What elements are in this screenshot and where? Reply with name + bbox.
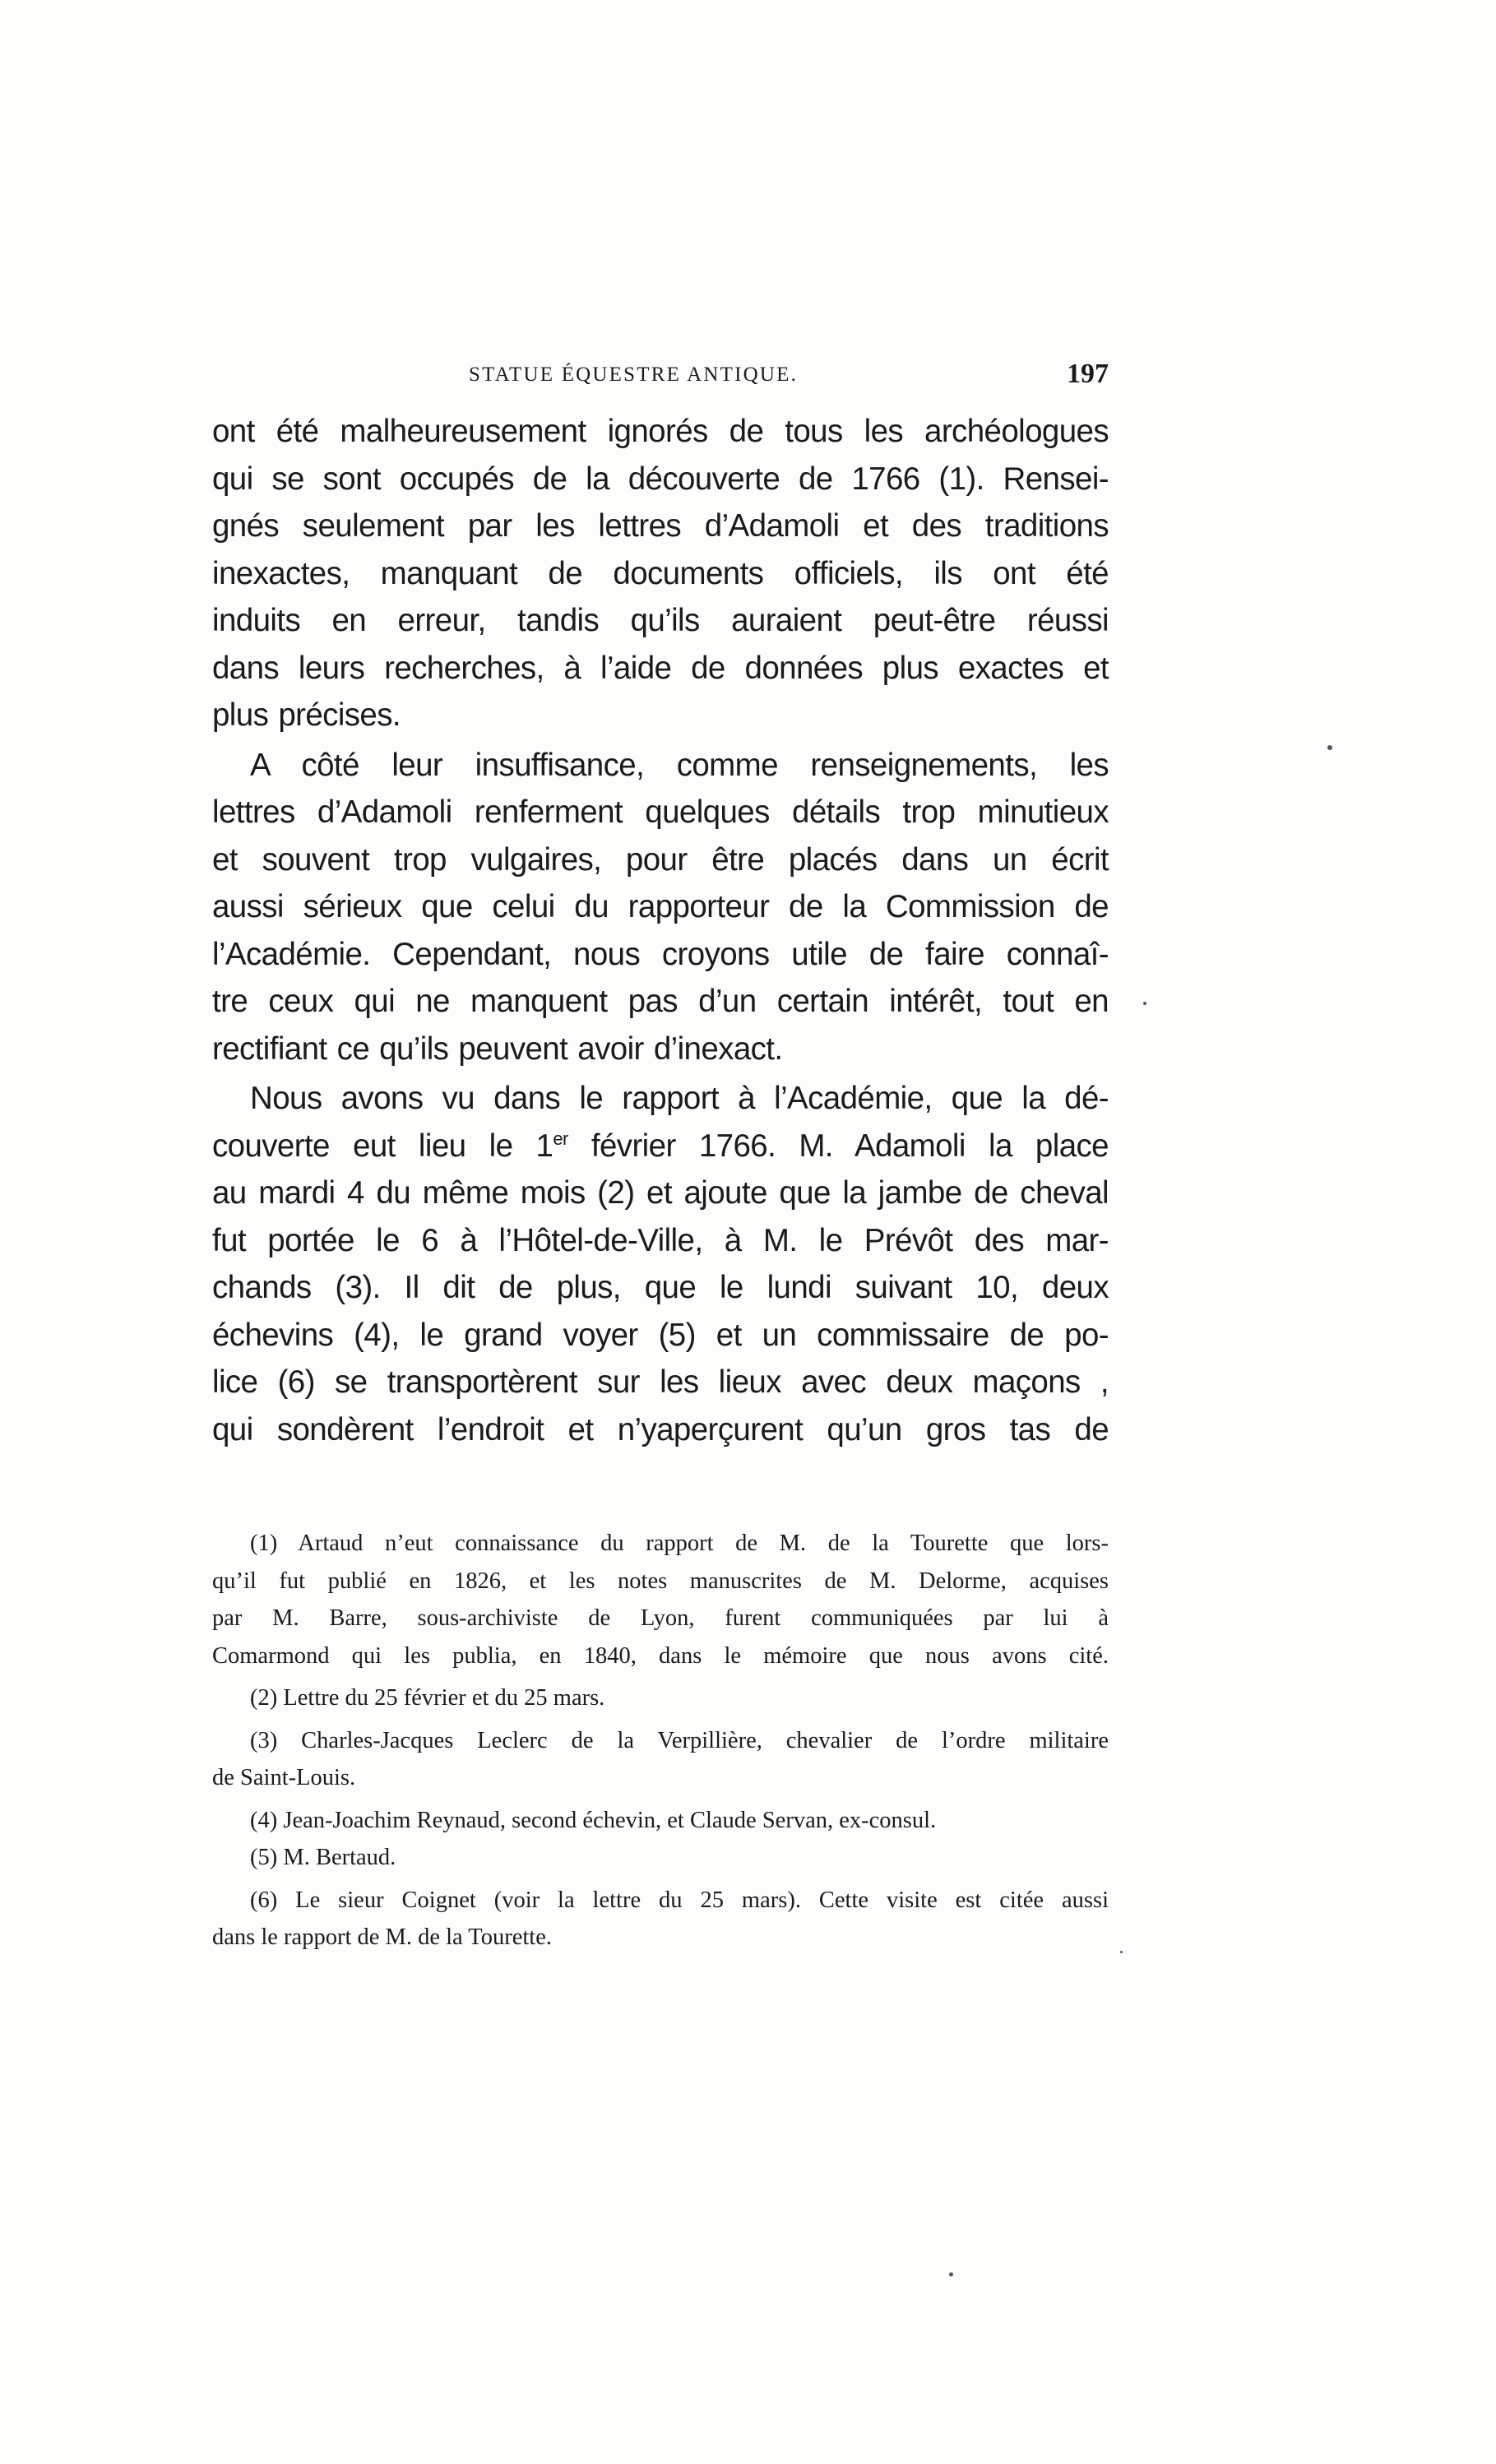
footnote-line: Comarmond qui les publia, en 1840, dans le mémoire que nous avons cité. [212, 1642, 1109, 1669]
body-line: rectifiant ce qu’ils peuvent avoir d’inexact. [212, 1031, 783, 1067]
body-line: lettres d’Adamoli renferment quelques détails trop minutieux [212, 794, 1109, 830]
running-head: STATUE ÉQUESTRE ANTIQUE. [469, 364, 799, 386]
scan-speck [1120, 1951, 1123, 1953]
body-line: au mardi 4 du même mois (2) et ajoute que la jambe de cheval [212, 1175, 1109, 1211]
body-line: ont été malheureusement ignorés de tous les archéologues [212, 414, 1109, 449]
superscript: er [553, 1128, 568, 1149]
body-line: qui sondèrent l’endroit et n’yaperçurent qu’un gros tas de [212, 1411, 1109, 1447]
body-line: aussi sérieux que celui du rapporteur de la Commission de [212, 889, 1109, 924]
body-line: dans leurs recherches, à l’aide de données plus exactes et [212, 650, 1109, 686]
scan-speck [949, 2272, 953, 2276]
body-line: l’Académie. Cependant, nous croyons utile de faire connaî- [212, 936, 1109, 972]
scan-speck [1143, 1002, 1146, 1005]
footnote-line: (4) Jean-Joachim Reynaud, second échevin, et Claude Servan, ex-consul. [250, 1807, 937, 1833]
body-line: fut portée le 6 à l’Hôtel-de-Ville, à M. le Prévôt des mar- [212, 1222, 1109, 1258]
footnote-line: de Saint-Louis. [212, 1765, 356, 1790]
body-line: plus précises. [212, 697, 401, 733]
body-line: A côté leur insuffisance, comme renseignements, les [250, 747, 1109, 783]
footnote-line: (3) Charles-Jacques Leclerc de la Verpillière, chevalier de l’ordre militaire [250, 1727, 1109, 1753]
body-line-end: février 1766. M. Adamoli la place [567, 1128, 1109, 1164]
body-line: chands (3). Il dit de plus, que le lundi suivant 10, deux [212, 1270, 1109, 1305]
body-line: gnés seulement par les lettres d’Adamoli et des traditions [212, 508, 1109, 544]
body-line: induits en erreur, tandis qu’ils auraient peut-être réussi [212, 603, 1109, 638]
body-line-with-superscript [212, 1123, 1109, 1170]
footnote-line: (6) Le sieur Coignet (voir la lettre du 25 mars). Cette visite est citée aussi [250, 1887, 1109, 1913]
body-line: inexactes, manquant de documents officiels, ils ont été [212, 555, 1109, 591]
body-line: échevins (4), le grand voyer (5) et un commissaire de po- [212, 1317, 1109, 1353]
footnote-line: dans le rapport de M. de la Tourette. [212, 1924, 552, 1950]
footnote-line: par M. Barre, sous-archiviste de Lyon, furent communiquées par lui à [212, 1605, 1109, 1631]
footnote-line: (5) M. Bertaud. [250, 1845, 396, 1870]
footnote-line: qu’il fut publié en 1826, et les notes manuscrites de M. Delorme, acquises [212, 1568, 1109, 1594]
footnote-line: (2) Lettre du 25 février et du 25 mars. [250, 1685, 605, 1711]
page-header [212, 359, 1109, 398]
scan-speck [1327, 745, 1332, 750]
body-line-start: couverte eut lieu le 1 [212, 1128, 553, 1164]
body-line: tre ceux qui ne manquent pas d’un certain intérêt, tout en [212, 984, 1109, 1019]
body-text [212, 408, 1109, 1453]
body-line: lice (6) se transportèrent sur les lieux avec deux maçons , [212, 1364, 1109, 1400]
body-line: qui se sont occupés de la découverte de 1766 (1). Rensei- [212, 461, 1109, 497]
body-line: et souvent trop vulgaires, pour être placés dans un écrit [212, 841, 1109, 878]
footnotes [212, 1525, 1109, 1957]
footnote-line: (1) Artaud n’eut connaissance du rapport de M. de la Tourette que lors- [250, 1531, 1109, 1556]
page-number: 197 [1067, 359, 1109, 389]
body-line: Nous avons vu dans le rapport à l’Académie, que la dé- [250, 1081, 1109, 1116]
